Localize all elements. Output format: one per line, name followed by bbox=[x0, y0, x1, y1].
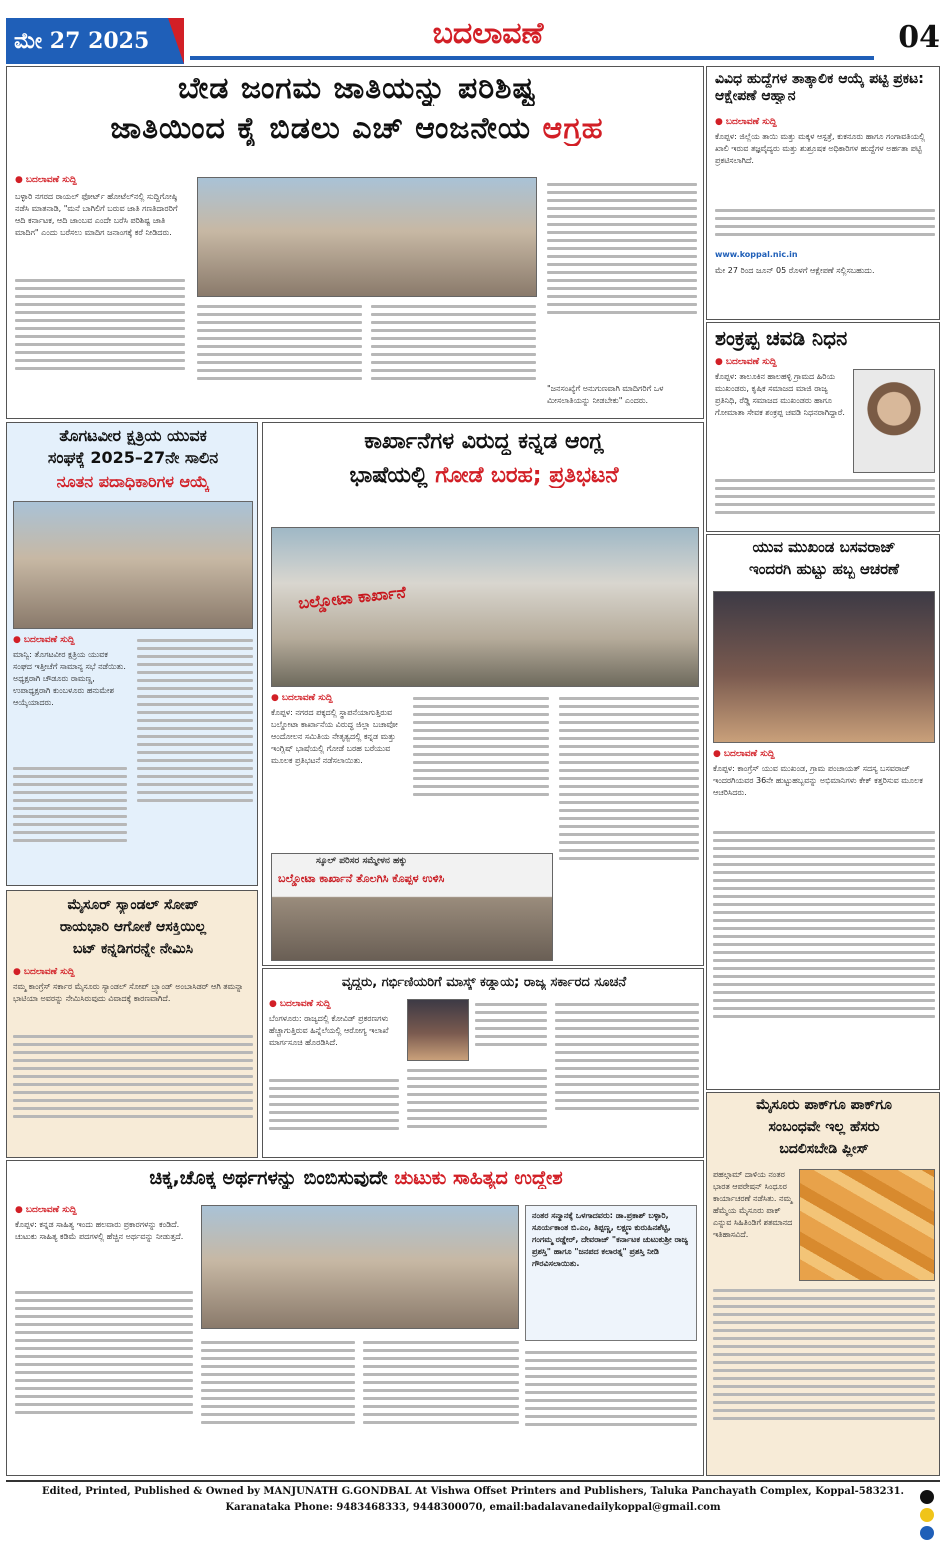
notice-deadline: ಮೇ 27 ರಿಂದ ಜೂನ್ 05 ರೊಳಗೆ ಆಕ್ಷೇಪಣೆ ಸಲ್ಲಿಸಬಹುದು. bbox=[715, 266, 875, 275]
pak-headline-line2: ಸಂಬಂಧವೇ ಇಲ್ಲ ಹೆಸರು bbox=[768, 1119, 880, 1135]
pak-intro: ಪಹಲ್ಗಾಮ್ ದಾಳಿಯ ನಂತರ ಭಾರತ ಆಪರೇಷನ್ ಸಿಂಧೂರ ಕಾರ್ಯಾಚರಣೆ ನಡೆಸಿತು. ನಮ್ಮ ಹೆಮ್ಮೆಯ ಮೈಸೂರು ಪಾಕ್ ಎನ್ನುವ ಸಿಹಿತಿಂಡಿಗೆ ಶತಮಾನದ ಇತಿಹಾಸವಿದೆ. bbox=[713, 1170, 793, 1239]
obituary-credit: ● ಬದಲಾವಣೆ ಸುದ್ದಿ bbox=[715, 357, 865, 367]
lead-headline-line2 bbox=[17, 111, 697, 146]
kshatriya-headline-highlight: ನೂತನ ಪದಾಧಿಕಾರಿಗಳ ಆಯ್ಕೆ bbox=[56, 473, 210, 491]
chutuku-sidebar bbox=[525, 1205, 697, 1341]
soap-credit: ● ಬದಲಾವಣೆ ಸುದ್ದಿ bbox=[13, 967, 163, 977]
chutuku-body-column-4 bbox=[525, 1347, 697, 1471]
factories-headline-line1: ಕಾರ್ಖಾನೆಗಳ ವಿರುದ್ಧ ಕನ್ನಡ ಆಂಗ್ಲ bbox=[364, 429, 604, 454]
soap-body bbox=[13, 1031, 253, 1153]
kshatriya-story bbox=[6, 422, 258, 886]
lead-body-column-4 bbox=[547, 179, 697, 379]
lead-body-column-1 bbox=[15, 275, 185, 415]
chutuku-body-column-3 bbox=[363, 1337, 519, 1471]
newspaper-masthead: ಬದಲಾವಣೆ bbox=[432, 16, 544, 51]
mask-body-column-3 bbox=[555, 999, 699, 1155]
chutuku-award-photo bbox=[201, 1205, 519, 1329]
kshatriya-body-column-1 bbox=[13, 763, 127, 881]
factories-banner-photo bbox=[271, 853, 553, 961]
obituary-body bbox=[715, 475, 935, 527]
wall-graffiti-text: ಬಲ್ಡೋಟಾ ಕಾರ್ಖಾನೆ bbox=[297, 582, 407, 613]
soap-headline-line2: ರಾಯಭಾರಿ ಆಗೋಕೆ ಆಸಕ್ತಿಯಿಲ್ಲ bbox=[59, 919, 207, 935]
chutuku-credit: ● ಬದಲಾವಣೆ ಸುದ್ದಿ bbox=[15, 1205, 195, 1215]
youth-leader-story bbox=[706, 534, 940, 1090]
footer-contact: Karanataka Phone: 9483468333, 9448300070, email:badalavanedailykoppal@gmail.com bbox=[225, 1502, 721, 1513]
pak-body bbox=[713, 1285, 935, 1471]
soap-intro: ನಮ್ಮ ಕಾಂಗ್ರೆಸ್ ಸರ್ಕಾರ ಮೈಸೂರು ಸ್ಯಾಂಡಲ್ ಸೋಪ್ ಬ್ರ್ಯಾಂಡ್ ಅಂಬಾಸಿಡರ್ ಆಗಿ ತಮನ್ನಾ ಭಾಟಿಯಾ ಅವರನ್ನು ನೇಮಿಸಿರುವುದು ವಿವಾದಕ್ಕೆ ಕಾರಣವಾಗಿದೆ. bbox=[13, 982, 244, 1003]
youth-credit: ● ಬದಲಾವಣೆ ಸುದ್ದಿ bbox=[713, 749, 863, 759]
obituary-intro: ಕೊಪ್ಪಳ: ತಾಲೂಕಿನ ಹಾಲಹಳ್ಳಿ ಗ್ರಾಮದ ಹಿರಿಯ ಮುಖಂಡರು, ಕೃಷಿಕ ಸಮಾಜದ ಮಾಜಿ ರಾಜ್ಯ ಪ್ರತಿನಿಧಿ, ರೆಡ್ಡಿ ಸಮಾಜದ ಮುಖಂಡರು ಹಾಗೂ ಗೋಮಾತಾ ಸೇವಕ ಶಂಕ್ರಪ್ಪ ಚವಡಿ ನಿಧನರಾಗಿದ್ದಾರೆ. bbox=[715, 372, 845, 417]
chutuku-sidebar-text: ನಂತರ ಸನ್ಮಾನಕ್ಕೆ ಒಳಗಾದವರು: ಡಾ.ಪ್ರಕಾಶ್ ಬಳ್ಳಾರಿ, ಸೂರ್ಯಕಾಂತ ಬಿ.ಎಂ, ತಿಪ್ಪಣ್ಣ, ಲಕ್ಷ್ಮಣ ಕುರುಹಿನಶೆಟ್ಟಿ, ಗಂಗಮ್ಮ ರಡ್ಡೇರ್, ದೇವರಾಜ್ "ಕರ್ನಾಟಕ ಚುಟುಕುಶ್ರೀ ರಾಜ್ಯ ಪ್ರಶಸ್ತಿ" ಹಾಗೂ "ಜನಪದ ಕಲಾರತ್ನ" ಪ್ರಶಸ್ತಿ ನೀಡಿ ಗೌರವಿಸಲಾಯಿತು. bbox=[532, 1211, 688, 1268]
soap-headline-line1: ಮೈಸೂರ್ ಸ್ಯಾಂಡಲ್ ಸೋಪ್ bbox=[67, 897, 199, 913]
chutuku-body-column-2 bbox=[201, 1337, 355, 1471]
mask-body-column-1 bbox=[269, 1075, 399, 1155]
notice-story bbox=[706, 66, 940, 320]
mysore-pak-photo bbox=[799, 1169, 935, 1281]
lead-press-photo bbox=[197, 177, 537, 297]
notice-intro: ಕೊಪ್ಪಳ: ಜಿಲ್ಲೆಯ ತಾಯಿ ಮತ್ತು ಮಕ್ಕಳ ಆಸ್ಪತ್ರೆ, ಕುಕನೂರು ಹಾಗೂ ಗಂಗಾವತಿಯಲ್ಲಿ ಖಾಲಿ ಇರುವ ತಜ್ಞವೈದ್ಯರು ಮತ್ತು ಶುಶ್ರೂಷಕ ಅಧಿಕಾರಿಗಳ ಹುದ್ದೆಗಳ ಅರ್ಹತಾ ಪಟ್ಟಿ ಪ್ರಕಟಿಸಲಾಗಿದೆ. bbox=[715, 132, 926, 165]
kshatriya-headline-line2: ಸಂಘಕ್ಕೆ 2025–27ನೇ ಸಾಲಿನ bbox=[47, 449, 219, 467]
banner-top-text: ಸ್ಕೂಲ್ ಪರಿಸರ ಸಮ್ಮೇಳನ ಹಕ್ಕು bbox=[316, 856, 407, 866]
chutuku-headline-highlight: ಚುಟುಕು ಸಾಹಿತ್ಯದ ಉದ್ದೇಶ bbox=[394, 1167, 563, 1189]
factories-body-column-2 bbox=[413, 693, 549, 847]
chutuku-intro: ಕೊಪ್ಪಳ: ಕನ್ನಡ ಸಾಹಿತ್ಯ ಇಂದು ಹಲವಾರು ಪ್ರಕಾರಗಳನ್ನು ಕಂಡಿದೆ. ಚುಟುಕು ಸಾಹಿತ್ಯ ಕಡಿಮೆ ಪದಗಳಲ್ಲಿ ಹೆಚ್ಚಿನ ಅರ್ಥವನ್ನು ನೀಡುತ್ತದೆ. bbox=[15, 1220, 184, 1241]
kshatriya-intro: ಮಾನ್ವಿ: ತೊಗಟವೀರ ಕ್ಷತ್ರಿಯ ಯುವಕ ಸಂಘದ ಇತ್ತೀಚೆಗೆ ಸಾಮಾನ್ಯ ಸಭೆ ನಡೆಯಿತು. ಅಧ್ಯಕ್ಷರಾಗಿ ಚೌಡೂರು ರಾಮಣ್ಣ, ಉಪಾಧ್ಯಕ್ಷರಾಗಿ ಕುಂಬಳೂರು ಹನುಮೇಶ ಆಯ್ಕೆಯಾದರು. bbox=[13, 650, 126, 707]
obituary-headline: ಶಂಕ್ರಪ್ಪ ಚವಡಿ ನಿಧನ bbox=[715, 327, 848, 350]
print-registration-mark bbox=[920, 1526, 934, 1540]
kshatriya-body-column-2 bbox=[137, 635, 253, 881]
lead-quote: "ಜನಸಂಖ್ಯೆಗೆ ಅನುಗುಣವಾಗಿ ಮಾದಿಗರಿಗೆ ಒಳ ಮೀಸಲಾತಿಯನ್ನು ನೀಡಬೇಕು" ಎಂದರು. bbox=[547, 384, 664, 405]
lead-body-column-3 bbox=[371, 301, 536, 417]
factories-story bbox=[262, 422, 704, 966]
obituary-story bbox=[706, 322, 940, 532]
notice-credit: ● ಬದಲಾವಣೆ ಸುದ್ದಿ bbox=[715, 117, 915, 127]
mask-photo bbox=[407, 999, 469, 1061]
print-registration-mark bbox=[920, 1490, 934, 1504]
lead-story bbox=[6, 66, 704, 419]
mask-intro: ಬೆಂಗಳೂರು: ರಾಜ್ಯದಲ್ಲಿ ಕೋವಿಡ್ ಪ್ರಕರಣಗಳು ಹೆಚ್ಚಾಗುತ್ತಿರುವ ಹಿನ್ನೆಲೆಯಲ್ಲಿ ಆರೋಗ್ಯ ಇಲಾಖೆ ಮಾರ್ಗಸೂಚಿ ಹೊರಡಿಸಿದೆ. bbox=[269, 1014, 389, 1047]
factories-intro: ಕೊಪ್ಪಳ: ನಗರದ ಪಕ್ಕದಲ್ಲಿ ಸ್ಥಾಪನೆಯಾಗುತ್ತಿರುವ ಬಲ್ಡೋಟಾ ಕಾರ್ಖಾನೆಯ ವಿರುದ್ಧ ಜಿಲ್ಲಾ ಬಚಾವೋ ಆಂದೋಲನ ಸಮಿತಿಯ ನೇತೃತ್ವದಲ್ಲಿ ಕನ್ನಡ ಮತ್ತು ಇಂಗ್ಲಿಷ್ ಭಾಷೆಯಲ್ಲಿ ಗೋಡೆ ಬರಹ ಬರೆಯುವ ಮೂಲಕ ಪ್ರತಿಭಟನೆ ನಡೆಸಲಾಯಿತು. bbox=[271, 708, 398, 765]
lead-intro: ಬಳ್ಳಾರಿ ನಗರದ ರಾಯಲ್ ಫೋರ್ಟ್ ಹೋಟೆಲ್‌ನಲ್ಲಿ ಸುದ್ದಿಗೋಷ್ಠಿ ನಡೆಸಿ ಮಾತನಾಡಿ, "ಮನೆ ಬಾಗಿಲಿಗೆ ಬರುವ ಜಾತಿ ಗಣತಿದಾರರಿಗೆ ಆದಿ ಕರ್ನಾಟಕ, ಆದಿ ಜಾಂಬವ ಎಂದೇ ಬರೆಸಿ ಪರಿಶಿಷ್ಟ ಜಾತಿ ಮಾದಿಗ" ಎಂದು ಬರೆಸಲು ಮಾದಿಗ ಜನಾಂಗಕ್ಕೆ ಕರೆ ನೀಡಿದರು. bbox=[15, 192, 178, 237]
page-number: 04 bbox=[898, 20, 940, 55]
factories-headline-line2 bbox=[271, 463, 697, 488]
soap-headline-line3: ಬಟ್ ಕನ್ನಡಿಗರನ್ನೇ ನೇಮಿಸಿ bbox=[72, 941, 194, 957]
notice-headline: ವಿವಿಧ ಹುದ್ದೆಗಳ ತಾತ್ಕಾಲಿಕ ಆಯ್ಕೆ ಪಟ್ಟಿ ಪ್ರಕಟ: ಆಕ್ಷೇಪಣೆ ಆಹ್ವಾನ bbox=[715, 71, 924, 104]
print-registration-mark bbox=[920, 1508, 934, 1522]
notice-website-link[interactable]: www.koppal.nic.in bbox=[715, 250, 798, 259]
chutuku-story bbox=[6, 1160, 704, 1476]
chutuku-headline-text: ಚಿಕ್ಕ,ಚೊಕ್ಕ ಅರ್ಥಗಳನ್ನು ಬಿಂಬಿಸುವುದೇ bbox=[149, 1167, 388, 1189]
lead-headline-highlight: ಆಗ್ರಹ bbox=[542, 111, 604, 146]
factories-headline-text: ಭಾಷೆಯಲ್ಲಿ bbox=[349, 463, 428, 488]
lead-credit: ● ಬದಲಾವಣೆ ಸುದ್ದಿ bbox=[15, 175, 185, 185]
lead-body-column-2 bbox=[197, 301, 362, 417]
factories-headline-highlight: ಗೋಡೆ ಬರಹ; ಪ್ರತಿಭಟನೆ bbox=[435, 463, 619, 488]
kshatriya-headline-line1: ತೊಗಟವೀರ ಕ್ಷತ್ರಿಯ ಯುವಕ bbox=[59, 427, 207, 445]
footer-imprint: Edited, Printed, Published & Owned by MANJUNATH G.GONDBAL At Vishwa Offset Printers and Publishers, Taluka Panchayath Complex, Koppal-583231. bbox=[41, 1486, 905, 1497]
mask-story bbox=[262, 968, 704, 1158]
mysore-soap-story bbox=[6, 890, 258, 1158]
banner-main-text: ಬಲ್ಡೋಟಾ ಕಾರ್ಖಾನೆ ತೊಲಗಿಸಿ ಕೊಪ್ಪಳ ಉಳಿಸಿ bbox=[278, 872, 445, 885]
date-badge: ಮೇ 27 2025 bbox=[6, 18, 184, 64]
footer-rule bbox=[6, 1480, 940, 1482]
lead-headline-line1: ಬೇಡ ಜಂಗಮ ಜಾತಿಯನ್ನು ಪರಿಶಿಷ್ಟ bbox=[177, 71, 537, 106]
youth-headline-line2: ಇಂದರಗಿ ಹುಟ್ಟು ಹಬ್ಬ ಆಚರಣೆ bbox=[749, 561, 899, 578]
factories-body-column-3 bbox=[559, 693, 699, 943]
mask-body-column-2 bbox=[407, 1065, 547, 1155]
kshatriya-group-photo bbox=[13, 501, 253, 629]
masthead-rule bbox=[190, 56, 874, 60]
notice-body bbox=[715, 205, 935, 245]
factories-credit: ● ಬದಲಾವಣೆ ಸುದ್ದಿ bbox=[271, 693, 421, 703]
kshatriya-credit: ● ಬದಲಾವಣೆ ಸುದ್ದಿ bbox=[13, 635, 133, 645]
youth-intro: ಕೊಪ್ಪಳ: ಕಾಂಗ್ರೆಸ್ ಯುವ ಮುಖಂಡ, ಗ್ರಾಮ ಪಂಚಾಯತ್ ಸದಸ್ಯ ಬಸವರಾಜ್ ಇಂದರಗಿಯವರ 36ನೇ ಹುಟ್ಟುಹಬ್ಬವನ್ನು ಅಭಿಮಾನಿಗಳು ಕೇಕ್ ಕತ್ತರಿಸುವ ಮೂಲಕ ಆಚರಿಸಿದರು. bbox=[713, 764, 923, 797]
mask-body-column-2-top bbox=[475, 999, 547, 1063]
youth-headline-line1: ಯುವ ಮುಖಂಡ ಬಸವರಾಜ್ bbox=[752, 539, 896, 556]
youth-body bbox=[713, 827, 935, 1085]
pak-headline-line1: ಮೈಸೂರು ಪಾಕ್‌ಗೂ ಪಾಕ್‌ಗೂ bbox=[756, 1097, 892, 1113]
chutuku-body-column-1 bbox=[15, 1287, 193, 1471]
lead-headline-text: ಜಾತಿಯಿಂದ ಕೈ ಬಿಡಲು ಎಚ್ ಆಂಜನೇಯ bbox=[110, 111, 532, 146]
mask-headline: ವೃದ್ಧರು, ಗರ್ಭಿಣಿಯರಿಗೆ ಮಾಸ್ಕ್ ಕಡ್ಡಾಯ; ರಾಜ್ಯ ಸರ್ಕಾರದ ಸೂಚನೆ bbox=[341, 975, 627, 990]
factories-wall-photo bbox=[271, 527, 699, 687]
pak-headline-line3: ಬದಲಿಸಬೇಡಿ ಪ್ಲೀಸ್ bbox=[779, 1141, 869, 1157]
mysore-pak-story bbox=[706, 1092, 940, 1476]
obituary-portrait bbox=[853, 369, 935, 473]
mask-credit: ● ಬದಲಾವಣೆ ಸುದ್ದಿ bbox=[269, 999, 399, 1009]
chutuku-headline bbox=[15, 1167, 697, 1189]
youth-celebration-photo bbox=[713, 591, 935, 743]
